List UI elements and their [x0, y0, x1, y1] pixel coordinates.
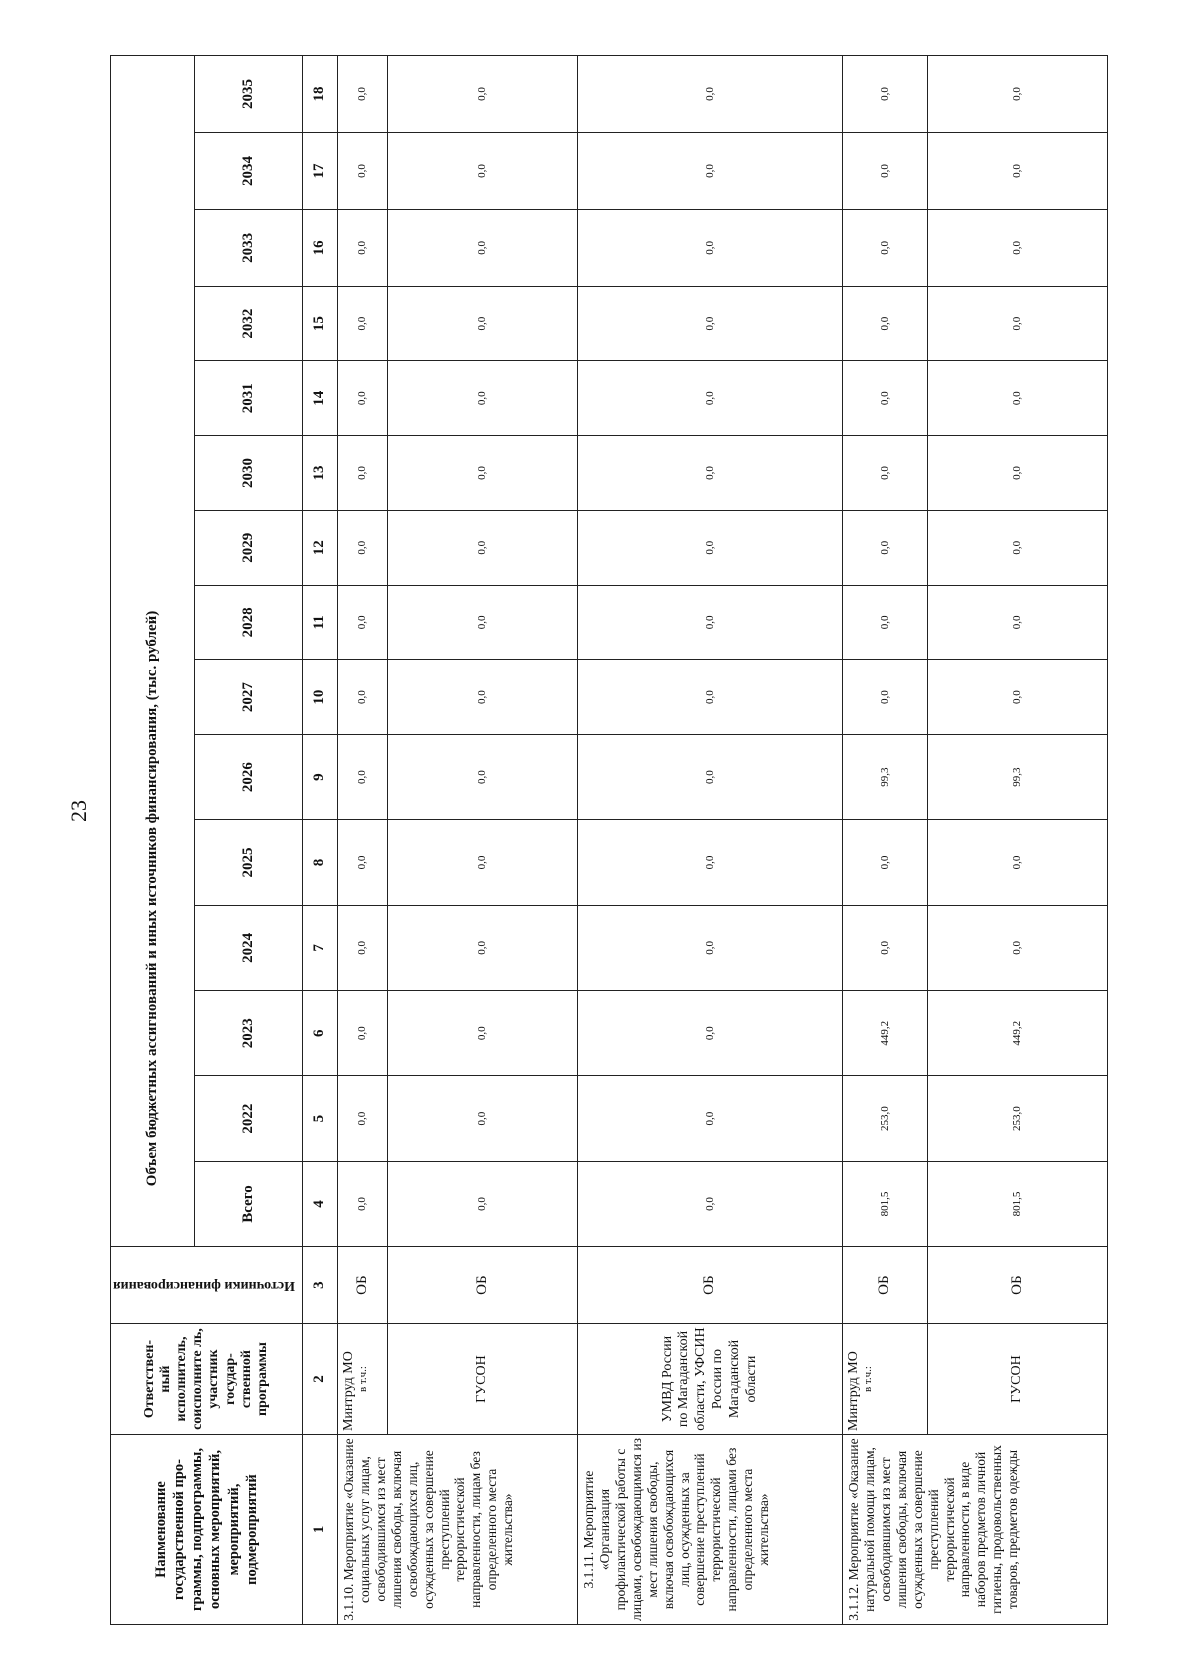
value-cell: 0,0	[337, 1161, 387, 1246]
header-source	[111, 1247, 303, 1324]
column-number: 5	[302, 1076, 337, 1161]
responsible-note: в т.ч.:	[861, 1366, 874, 1393]
value-cell: 0,0	[577, 209, 842, 286]
value-cell: 0,0	[337, 133, 387, 210]
responsible-cell	[337, 1324, 387, 1435]
value-cell: 0,0	[337, 361, 387, 436]
value-cell: 0,0	[387, 56, 577, 133]
item-name: 3.1.12. Мероприятие «Оказание натуральной помощи лицам, освободившимся из мест лишения свободы, включая осужденных за совершение преступлений террористической направленности, в виде наборов предметов личной гигиены, продовольственных товаров, предметов одежды	[842, 1435, 1107, 1625]
responsible-name: ГУСОН	[927, 1324, 1107, 1435]
value-cell: 0,0	[577, 510, 842, 585]
value-cell: 0,0	[387, 209, 577, 286]
column-number: 11	[302, 585, 337, 660]
value-cell: 0,0	[387, 361, 577, 436]
header-col: 2026	[194, 734, 302, 819]
value-cell: 0,0	[337, 820, 387, 905]
column-number: 18	[302, 56, 337, 133]
value-cell: 0,0	[337, 660, 387, 735]
header-col: 2025	[194, 820, 302, 905]
value-cell: 0,0	[927, 286, 1107, 361]
value-cell: 0,0	[842, 361, 927, 436]
header-source-text: Источники финансирования	[113, 1278, 295, 1294]
value-cell: 0,0	[337, 209, 387, 286]
value-cell: 0,0	[387, 820, 577, 905]
value-cell: 0,0	[387, 1161, 577, 1246]
value-cell: 0,0	[337, 585, 387, 660]
source-cell: ОБ	[337, 1247, 387, 1324]
value-cell: 0,0	[842, 820, 927, 905]
column-number: 9	[302, 734, 337, 819]
value-cell: 0,0	[577, 991, 842, 1076]
value-cell: 0,0	[577, 133, 842, 210]
value-cell: 0,0	[387, 286, 577, 361]
header-col: 2034	[194, 133, 302, 210]
column-number: 15	[302, 286, 337, 361]
value-cell: 0,0	[387, 660, 577, 735]
item-name: 3.1.11. Мероприятие «Организация профилактической работы с лицами, освобождающимися из мест лишения свободы, включая освобождающихся лиц, осужденных за совершение преступлений террористической направленности, лицами без определенного места жительства»	[577, 1435, 842, 1625]
budget-table-page	[110, 55, 1040, 1625]
column-number: 2	[302, 1324, 337, 1435]
value-cell: 0,0	[842, 286, 927, 361]
value-cell: 0,0	[577, 361, 842, 436]
value-cell: 0,0	[387, 1076, 577, 1161]
value-cell: 0,0	[577, 905, 842, 990]
header-col: 2032	[194, 286, 302, 361]
item-name: 3.1.10. Мероприятие «Оказание социальных услуг лицам, освободившимся из мест лишения свободы, включая освобождающихся лиц, осужденных за совершение преступлений террористической направленности, лицам без определенного места жительства»	[337, 1435, 577, 1625]
header-col: 2024	[194, 905, 302, 990]
value-cell: 0,0	[337, 734, 387, 819]
header-col: 2023	[194, 991, 302, 1076]
column-number: 4	[302, 1161, 337, 1246]
value-cell: 253,0	[842, 1076, 927, 1161]
value-cell: 0,0	[927, 56, 1107, 133]
header-col: 2029	[194, 510, 302, 585]
header-col: 2027	[194, 660, 302, 735]
value-cell: 0,0	[927, 510, 1107, 585]
value-cell: 0,0	[842, 510, 927, 585]
budget-table	[110, 55, 1108, 1625]
value-cell: 0,0	[577, 1076, 842, 1161]
source-cell: ОБ	[927, 1247, 1107, 1324]
value-cell: 0,0	[842, 436, 927, 511]
responsible-note: в т.ч.:	[356, 1366, 369, 1393]
value-cell: 253,0	[927, 1076, 1107, 1161]
value-cell: 0,0	[387, 585, 577, 660]
value-cell: 0,0	[337, 436, 387, 511]
value-cell: 0,0	[577, 734, 842, 819]
table-row	[577, 56, 842, 1625]
value-cell: 0,0	[337, 510, 387, 585]
value-cell: 0,0	[927, 436, 1107, 511]
value-cell: 0,0	[927, 361, 1107, 436]
page-number: 23	[66, 800, 91, 822]
value-cell: 0,0	[927, 133, 1107, 210]
header-col: 2022	[194, 1076, 302, 1161]
value-cell: 0,0	[337, 991, 387, 1076]
header-budget: Объем бюджетных ассигнований и иных источников финансирования, (тыс. рублей)	[111, 56, 195, 1247]
table-row	[337, 56, 387, 1625]
header-col: 2035	[194, 56, 302, 133]
value-cell: 0,0	[927, 585, 1107, 660]
value-cell: 0,0	[577, 1161, 842, 1246]
value-cell: 0,0	[927, 905, 1107, 990]
column-number: 17	[302, 133, 337, 210]
value-cell: 0,0	[842, 133, 927, 210]
value-cell: 0,0	[842, 905, 927, 990]
value-cell: 0,0	[387, 905, 577, 990]
column-number: 1	[302, 1435, 337, 1625]
value-cell: 801,5	[842, 1161, 927, 1246]
column-number: 7	[302, 905, 337, 990]
value-cell: 0,0	[387, 734, 577, 819]
header-name: Наименование государственной про-граммы, подпрограммы, основных мероприятий, мероприятий, подмероприятий	[111, 1435, 303, 1625]
column-number: 16	[302, 209, 337, 286]
value-cell: 449,2	[842, 991, 927, 1076]
responsible-name: Минтруд МО	[340, 1351, 356, 1432]
value-cell: 0,0	[842, 56, 927, 133]
column-number-row	[302, 56, 337, 1625]
value-cell: 0,0	[927, 820, 1107, 905]
responsible-name: ГУСОН	[387, 1324, 577, 1435]
value-cell: 0,0	[387, 436, 577, 511]
value-cell: 0,0	[577, 660, 842, 735]
table-row	[842, 56, 927, 1625]
value-cell: 99,3	[927, 734, 1107, 819]
column-number: 6	[302, 991, 337, 1076]
value-cell: 0,0	[842, 209, 927, 286]
source-cell: ОБ	[577, 1247, 842, 1324]
value-cell: 0,0	[577, 820, 842, 905]
header-col: 2028	[194, 585, 302, 660]
table-row	[387, 56, 577, 1625]
responsible-cell	[842, 1324, 927, 1435]
column-number: 12	[302, 510, 337, 585]
header-col: 2030	[194, 436, 302, 511]
value-cell: 0,0	[927, 660, 1107, 735]
value-cell: 0,0	[387, 133, 577, 210]
source-cell: ОБ	[842, 1247, 927, 1324]
value-cell: 0,0	[577, 585, 842, 660]
source-cell: ОБ	[387, 1247, 577, 1324]
value-cell: 0,0	[842, 660, 927, 735]
column-number: 8	[302, 820, 337, 905]
value-cell: 0,0	[927, 209, 1107, 286]
value-cell: 0,0	[337, 56, 387, 133]
value-cell: 449,2	[927, 991, 1107, 1076]
value-cell: 0,0	[337, 905, 387, 990]
value-cell: 0,0	[387, 991, 577, 1076]
value-cell: 0,0	[337, 1076, 387, 1161]
header-col: 2031	[194, 361, 302, 436]
responsible-name: УМВД России по Магаданской области, УФСИН России по Магаданской области	[577, 1324, 842, 1435]
value-cell: 0,0	[577, 286, 842, 361]
column-number: 14	[302, 361, 337, 436]
header-col: 2033	[194, 209, 302, 286]
value-cell: 99,3	[842, 734, 927, 819]
value-cell: 801,5	[927, 1161, 1107, 1246]
table-row	[927, 56, 1107, 1625]
value-cell: 0,0	[842, 585, 927, 660]
header-col: Всего	[194, 1161, 302, 1246]
column-number: 3	[302, 1247, 337, 1324]
value-cell: 0,0	[337, 286, 387, 361]
header-responsible: Ответствен-ный исполнитель, соисполните ль, участник государ-ственной программы	[111, 1324, 303, 1435]
value-cell: 0,0	[577, 56, 842, 133]
value-cell: 0,0	[387, 510, 577, 585]
column-number: 10	[302, 660, 337, 735]
value-cell: 0,0	[577, 436, 842, 511]
responsible-name: Минтруд МО	[845, 1351, 861, 1432]
column-number: 13	[302, 436, 337, 511]
